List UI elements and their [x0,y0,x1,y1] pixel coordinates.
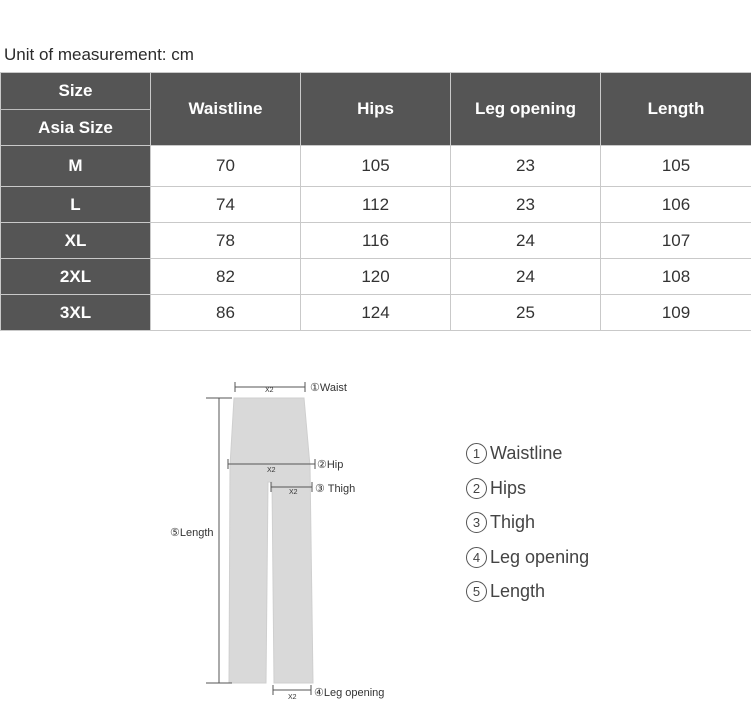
table-row [1,223,751,259]
pants-silhouette [229,398,313,683]
legend-item [466,475,589,510]
cell-leg-opening: 23 [451,146,601,187]
cell-leg-opening: 24 [451,223,601,259]
cell-length: 109 [601,295,751,331]
number-circle-icon: 5 [466,581,487,602]
row-size: 3XL [1,295,151,331]
number-circle-icon: 3 [466,512,487,533]
header-leg-opening: Leg opening [451,73,601,146]
row-size: XL [1,223,151,259]
leg-opening-x2-label: X2 [288,694,297,701]
header-size: Size [1,73,151,110]
cell-leg-opening: 25 [451,295,601,331]
unit-label: Unit of measurement: cm [4,45,194,64]
legend-label: Waistline [490,443,563,463]
waist-x2-label: X2 [265,387,274,394]
table-row [1,187,751,223]
legend-label: Thigh [490,512,536,532]
header-length: Length [601,73,751,146]
row-size: L [1,187,151,223]
cell-hips: 116 [301,223,451,259]
number-circle-icon: 1 [466,443,487,464]
table-row [1,146,751,187]
row-size: M [1,146,151,187]
table-row [1,259,751,295]
pants-measurement-diagram [160,370,400,710]
cell-waistline: 74 [151,187,301,223]
legend-label: Length [490,581,546,601]
number-circle-icon: 4 [466,547,487,568]
header-waistline: Waistline [151,73,301,146]
length-measure-line [206,398,232,683]
thigh-x2-label: X2 [289,489,298,496]
thigh-label: ③ Thigh [315,483,356,495]
legend-label: Hips [490,477,527,498]
cell-length: 106 [601,187,751,223]
hip-label: ②Hip [317,459,344,471]
cell-length: 105 [601,146,751,187]
header-hips: Hips [301,73,451,146]
hip-x2-label: X2 [267,467,276,474]
size-chart-table [0,72,751,331]
cell-hips: 112 [301,187,451,223]
length-label: ⑤Length [170,527,214,539]
cell-length: 107 [601,223,751,259]
measurement-legend [466,440,589,613]
cell-waistline: 82 [151,259,301,295]
legend-item [466,509,589,544]
cell-hips: 124 [301,295,451,331]
number-circle-icon: 2 [466,478,487,499]
legend-item [466,440,589,475]
waist-label: ①Waist [310,382,347,394]
legend-item [466,544,589,579]
cell-hips: 105 [301,146,451,187]
leg-opening-label: ④Leg opening [314,687,385,699]
cell-leg-opening: 23 [451,187,601,223]
row-size: 2XL [1,259,151,295]
legend-label: Leg opening [490,546,590,567]
cell-leg-opening: 24 [451,259,601,295]
cell-waistline: 70 [151,146,301,187]
cell-length: 108 [601,259,751,295]
cell-waistline: 86 [151,295,301,331]
header-asia-size: Asia Size [1,110,151,146]
table-row [1,295,751,331]
cell-hips: 120 [301,259,451,295]
cell-waistline: 78 [151,223,301,259]
legend-item [466,578,589,613]
